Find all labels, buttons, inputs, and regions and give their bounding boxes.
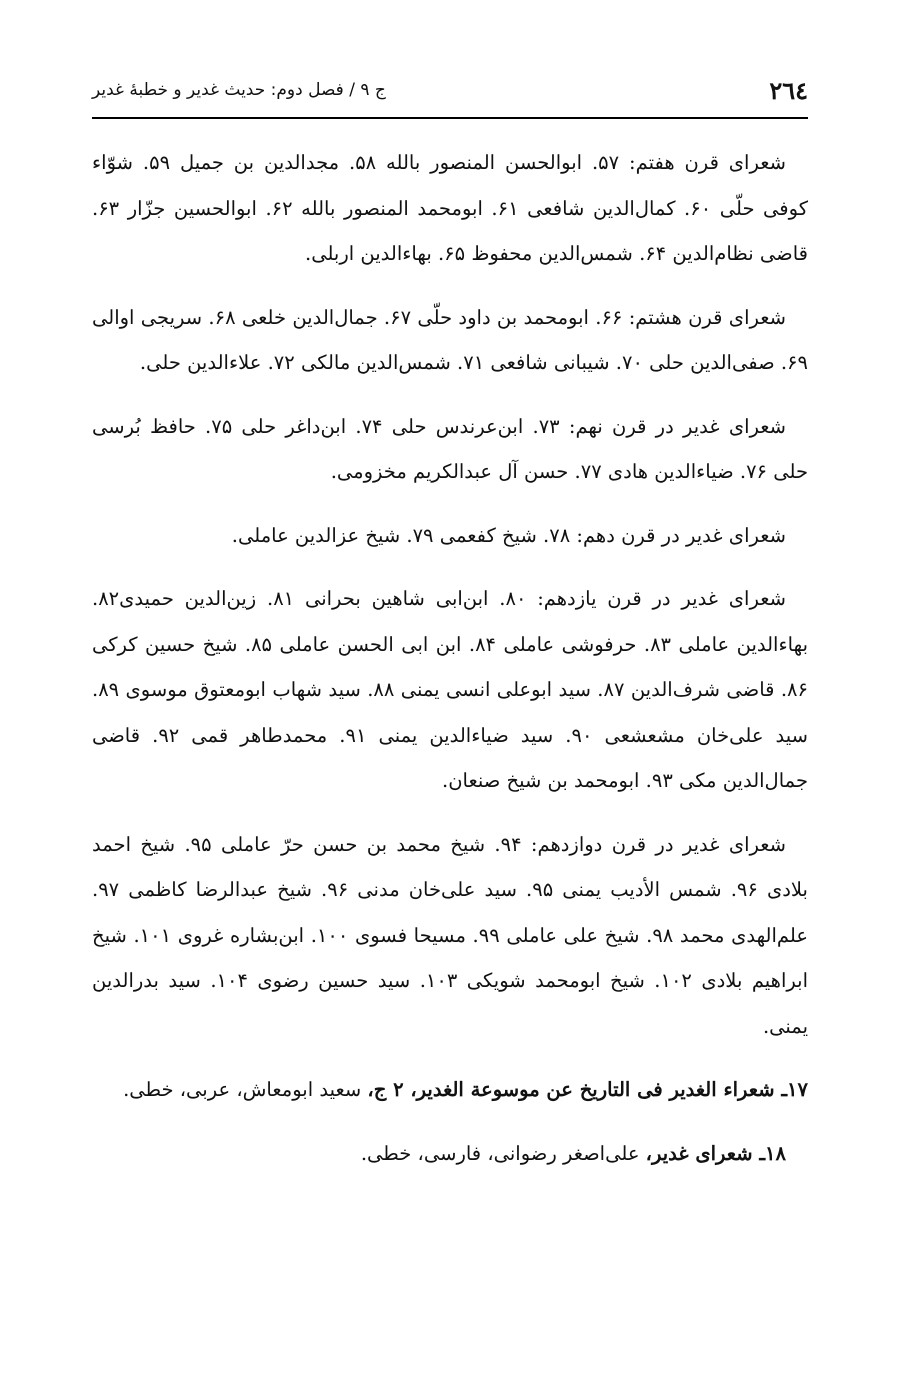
page-body: [92, 140, 808, 1194]
page-header: [92, 70, 808, 110]
reference-18-details: علی‌اصغر رضوانی، فارسی، خطی.: [360, 1141, 646, 1165]
paragraph-11th-century-poets: شعرای غدیر در قرن یازدهم: ۸۰. ابن‌ابی شاهین بحرانی ۸۱. زین‌الدین حمیدی۸۲. بهاءالدین عاملی ۸۳. حرفوشی عاملی ۸۴. ابن ابی الحسن عاملی ۸۵. شیخ حسین کرکی ۸۶. قاضی شرف‌الدین ۸۷. سید ابوعلی انسی یمنی ۸۸. سید شهاب ابومعتوق موسوی ۸۹. سید علی‌خان مشعشعی ۹۰. سید ضیاءالدین یمنی ۹۱. محمدطاهر قمی ۹۲. قاضی جمال‌الدین مکی ۹۳. ابومحمد بن شیخ صنعان.: [92, 587, 808, 792]
page-number: ٢٦٤: [769, 75, 808, 105]
reference-17: [92, 1067, 808, 1113]
paragraph-8th-century-poets: شعرای قرن هشتم: ۶۶. ابومحمد بن داود حلّی ۶۷. جمال‌الدین خلعی ۶۸. سریجی اوالی ۶۹. صفی‌الدین حلی ۷۰. شیبانی شافعی ۷۱. شمس‌الدین مالکی ۷۲. علاءالدین حلی.: [92, 305, 808, 374]
running-head: ج ۹ / فصل دوم: حدیث غدیر و خطبهٔ غدیر: [92, 80, 386, 100]
reference-18: [92, 1131, 808, 1177]
paragraph-10th-century-poets: شعرای غدیر در قرن دهم: ۷۸. شیخ کفعمی ۷۹. شیخ عزالدین عاملی.: [231, 523, 786, 547]
reference-18-title: ۱۸ـ شعرای غدیر،: [645, 1141, 786, 1165]
header-rule: [92, 117, 808, 119]
paragraph-9th-century-poets: شعرای غدیر در قرن نهم: ۷۳. ابن‌عرندس حلی ۷۴. ابن‌داغر حلی ۷۵. حافظ بُرسی حلی ۷۶. ضیاءالدین هادی ۷۷. حسن آل عبدالکریم مخزومی.: [92, 414, 808, 483]
reference-17-details: سعید ابومعاش، عربی، خطی.: [123, 1078, 368, 1101]
reference-17-title: ۱۷ـ شعراء الغدیر فی التاریخ عن موسوعة الغدیر، ۲ ج،: [367, 1078, 808, 1101]
paragraph-12th-century-poets: شعرای غدیر در قرن دوازدهم: ۹۴. شیخ محمد بن حسن حرّ عاملی ۹۵. شیخ احمد بلادی ۹۶. شمس الأدیب یمنی ۹۵. سید علی‌خان مدنی ۹۶. شیخ عبدالرضا کاظمی ۹۷. علم‌الهدی محمد ۹۸. شیخ علی عاملی ۹۹. مسیحا فسوی ۱۰۰. ابن‌بشاره غروی ۱۰۱. شیخ ابراهیم بلادی ۱۰۲. شیخ ابومحمد شویکی ۱۰۳. سید حسین رضوی ۱۰۴. سید بدرالدین یمنی.: [92, 832, 808, 1038]
paragraph-7th-century-poets: شعرای قرن هفتم: ۵۷. ابوالحسن المنصور بالله ۵۸. مجدالدین بن جمیل ۵۹. شوّاء کوفی حلّی ۶۰. کمال‌الدین شافعی ۶۱. ابومحمد المنصور بالله ۶۲. ابوالحسین جزّار ۶۳. قاضی نظام‌الدین ۶۴. شمس‌الدین محفوظ ۶۵. بهاءالدین اربلی.: [92, 151, 808, 265]
